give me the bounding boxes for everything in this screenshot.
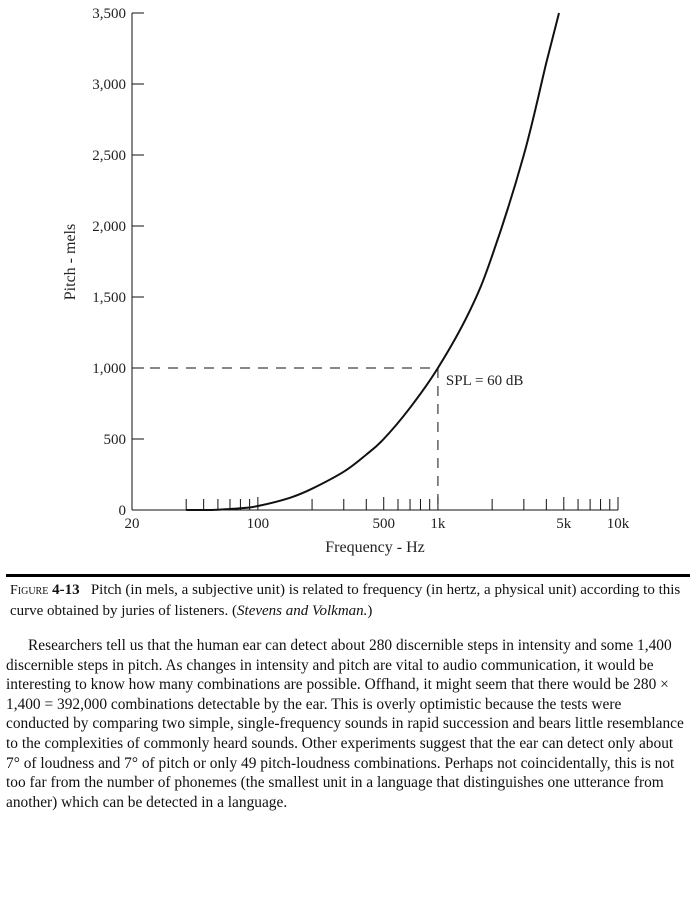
figure-caption: Figure 4-13 Pitch (in mels, a subjective unit) is related to frequency (in hertz, a physical unit) according to this curve obtained by juries of listeners. (Stevens and Volkman.) — [10, 582, 681, 619]
x-tick-label: 100 — [246, 516, 270, 532]
caption-credit: Stevens and Volkman. — [237, 603, 368, 619]
y-tick-label: 3,000 — [92, 77, 126, 93]
x-tick-label: 1k — [430, 516, 446, 532]
x-tick-label: 5k — [556, 516, 572, 532]
y-tick-label: 2,500 — [92, 148, 126, 164]
curve-layer — [186, 13, 559, 510]
figure-number: 4-13 — [52, 582, 80, 598]
caption-rule — [6, 574, 690, 577]
annotation-label: SPL = 60 dB — [445, 373, 524, 389]
y-tick-label: 2,000 — [92, 219, 126, 235]
y-tick-label: 1,000 — [92, 361, 126, 377]
figure-label: Figure — [10, 583, 49, 598]
y-tick-label: 0 — [118, 503, 126, 519]
x-tick-label: 10k — [606, 516, 630, 532]
y-tick-label: 1,500 — [92, 290, 126, 306]
y-tick-label: 3,500 — [92, 6, 126, 22]
x-axis-title: Frequency - Hz — [325, 539, 425, 556]
caption-text: Pitch (in mels, a subjective unit) is related to frequency (in hertz, a physical unit) according to this curve obtained by juries of listeners. — [10, 582, 681, 619]
y-tick-label: 500 — [103, 432, 126, 448]
axes — [92, 6, 630, 532]
reference-lines — [132, 368, 438, 510]
y-axis-title: Pitch - mels — [62, 223, 79, 301]
x-tick-label: 20 — [124, 516, 140, 532]
x-tick-label: 500 — [372, 516, 395, 532]
body-paragraph: Researchers tell us that the human ear can detect about 280 discernible steps in intensity and some 1,400 discernible steps in pitch. As changes in intensity and pitch are vital to audio communication, it would be interesting to know how many combinations are possible. Offhand, it might seem that there would be 280 × 1,400 = 392,000 combinations detectable by the ear. This is overly optimistic because the tests were conducted by comparing two simple, single-frequency sounds in rapid succession and bears little resemblance to the complexities of commonly heard sounds. Other experiments suggest that the ear can detect only about 7° of loudness and 7° of pitch or only 49 pitch-loudness combinations. Perhaps not coincidentally, this is not too far from the number of phonemes (the smallest unit in a language that distinguishes one utterance from another) which can be detected in a language. — [6, 637, 684, 811]
pitch-curve — [186, 13, 559, 510]
